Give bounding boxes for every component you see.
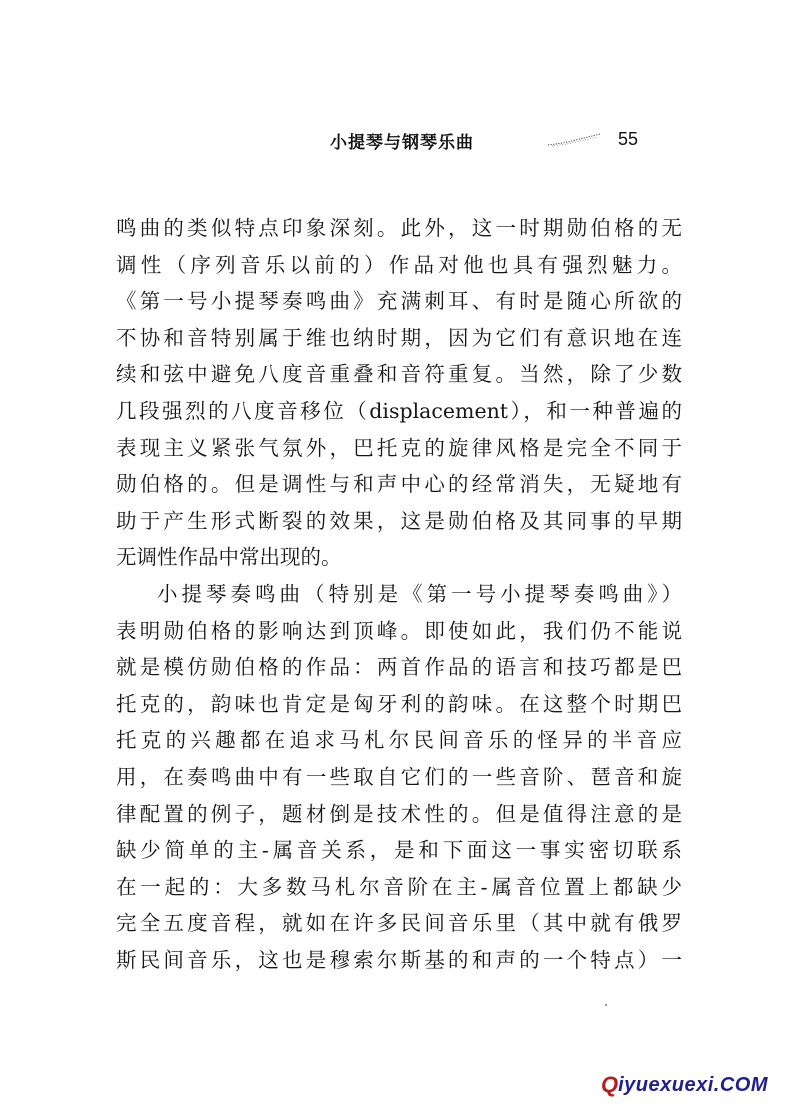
- text-line: 在一起的：大多数马札尔音阶在主-属音位置上都缺少: [116, 874, 682, 899]
- text-line: 律配置的例子，题材倒是技术性的。但是值得注意的是: [116, 801, 682, 826]
- text-line: 托克的兴趣都在追求马札尔民间音乐的怪异的半音应: [116, 728, 682, 753]
- text-line: 勋伯格的。但是调性与和声中心的经常消失，无疑地有: [116, 472, 682, 497]
- scan-speck: [605, 1004, 607, 1006]
- text-line: 表现主义紧张气氛外，巴托克的旋律风格是完全不同于: [116, 435, 682, 460]
- text-line: 调性（序列音乐以前的）作品对他也具有强烈魅力。: [116, 252, 682, 277]
- text-line: 小提琴奏鸣曲（特别是《第一号小提琴奏鸣曲》）: [157, 581, 682, 606]
- text-line: 斯民间音乐，这也是穆索尔斯基的和声的一个特点）一: [116, 947, 682, 972]
- paragraph-2: [116, 576, 682, 979]
- text-line: 《第一号小提琴奏鸣曲》充满刺耳、有时是随心所欲的: [116, 289, 682, 314]
- flourish-ornament-icon: [546, 132, 602, 148]
- text-line: 几段强烈的八度音移位（displacement），和一种普遍的: [116, 398, 682, 423]
- text-line: 无调性作品中常出现的。: [116, 545, 342, 570]
- text-line: 用，在奏鸣曲中有一些取自它们的一些音阶、琶音和旋: [116, 764, 682, 789]
- text-line: 托克的，韵味也肯定是匈牙利的韵味。在这整个时期巴: [116, 691, 682, 716]
- text-line: 缺少简单的主-属音关系，是和下面这一事实密切联系: [116, 838, 682, 863]
- site-watermark[interactable]: [601, 1070, 768, 1100]
- body-text: [116, 210, 682, 978]
- running-title: 小提琴与钢琴乐曲: [330, 133, 474, 153]
- text-line: 续和弦中避免八度音重叠和音符重复。当然，除了少数: [116, 362, 682, 387]
- text-line: 表明勋伯格的影响达到顶峰。即使如此，我们仍不能说: [116, 618, 682, 643]
- text-line: 助于产生形式断裂的效果，这是勋伯格及其同事的早期: [116, 508, 682, 533]
- page-number: 55: [618, 129, 639, 149]
- watermark-first-letter: Q: [600, 1072, 619, 1097]
- paragraph-1: [116, 210, 682, 576]
- text-line: 完全五度音程，就如在许多民间音乐里（其中就有俄罗: [116, 911, 682, 936]
- text-line: 不协和音特别属于维也纳时期，因为它们有意识地在连: [116, 325, 682, 350]
- running-head: [330, 128, 650, 154]
- text-line: 鸣曲的类似特点印象深刻。此外，这一时期勋伯格的无: [116, 216, 682, 240]
- text-line: 就是模仿勋伯格的作品：两首作品的语言和技巧都是巴: [116, 655, 682, 680]
- watermark-text: iyuexuexi.COM: [618, 1073, 768, 1096]
